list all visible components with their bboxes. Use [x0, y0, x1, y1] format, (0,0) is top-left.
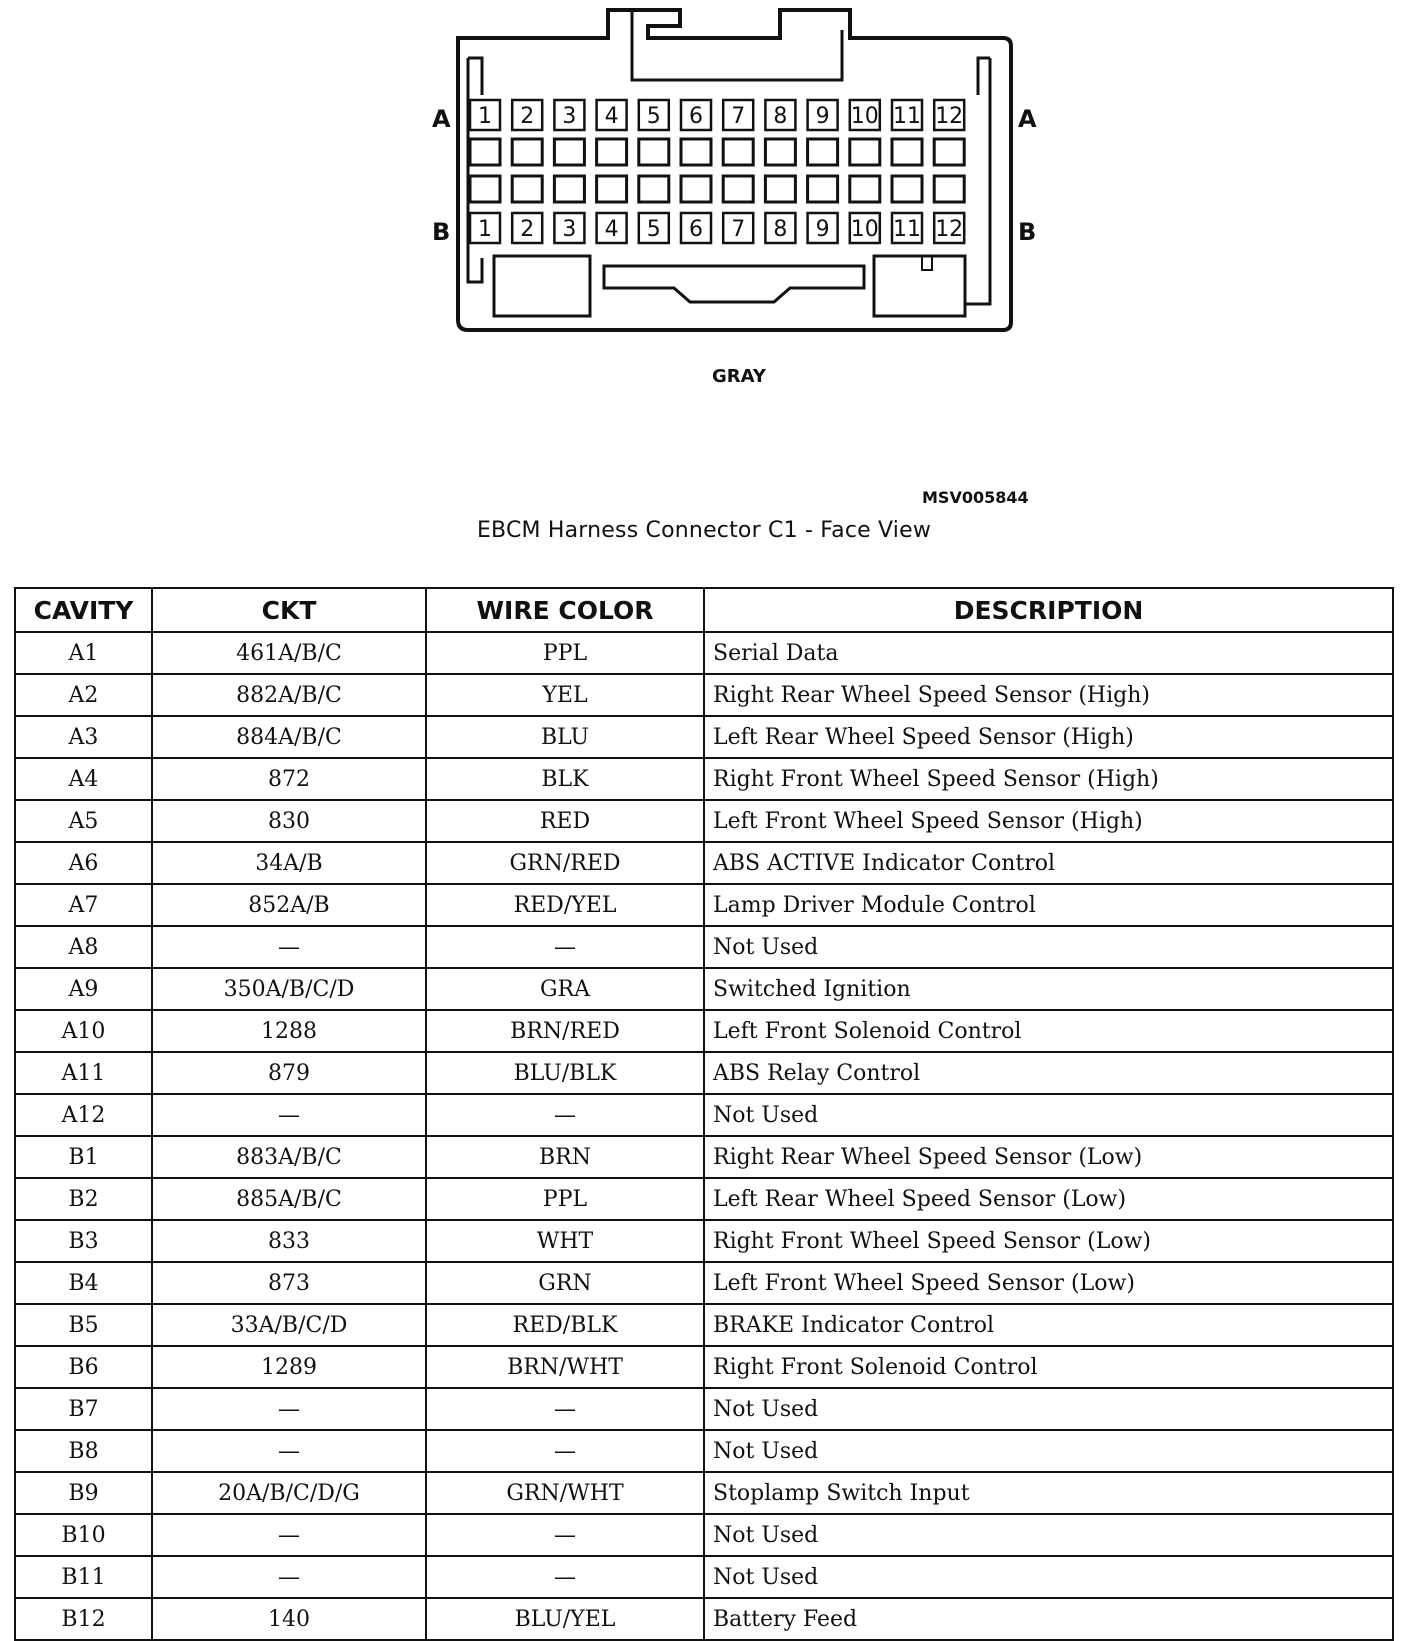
table-row [15, 1598, 1393, 1640]
pin-cavity-mid1-3 [554, 139, 584, 165]
pin-cavity-mid1-7 [723, 139, 753, 165]
pin-cavity-mid1-2 [512, 139, 542, 165]
pin-number-a-11: 11 [893, 104, 921, 129]
pin-number-a-8: 8 [773, 104, 788, 129]
pin-number-a-1: 1 [478, 104, 492, 129]
cell-wire-color: BLU/BLK [426, 1052, 704, 1094]
table-row [15, 1304, 1393, 1346]
cell-ckt: 879 [152, 1052, 426, 1094]
pin-cavity-mid2-5 [639, 176, 669, 202]
connector-diagram [0, 0, 1408, 510]
table-row [15, 842, 1393, 884]
header-description: DESCRIPTION [704, 588, 1393, 632]
pin-number-a-7: 7 [731, 104, 746, 129]
cell-wire-color: RED/BLK [426, 1304, 704, 1346]
pin-cavity-mid1-10 [850, 139, 880, 165]
pin-number-b-10: 10 [850, 217, 879, 242]
table-row [15, 1178, 1393, 1220]
row-b-left-label: B [432, 218, 451, 246]
cell-description: BRAKE Indicator Control [704, 1304, 1393, 1346]
pin-cavity-mid2-10 [850, 176, 880, 202]
cell-description: Battery Feed [704, 1598, 1393, 1640]
cell-ckt: 20A/B/C/D/G [152, 1472, 426, 1514]
connector-latch [494, 256, 965, 316]
pin-number-a-6: 6 [689, 104, 703, 129]
cell-cavity: B5 [15, 1304, 152, 1346]
cell-cavity: B3 [15, 1220, 152, 1262]
cell-cavity: A10 [15, 1010, 152, 1052]
cell-wire-color: — [426, 926, 704, 968]
cell-cavity: B2 [15, 1178, 152, 1220]
cell-ckt: — [152, 1556, 426, 1598]
table-row [15, 632, 1393, 674]
cell-cavity: B9 [15, 1472, 152, 1514]
pin-number-b-6: 6 [689, 217, 703, 242]
cell-description: Not Used [704, 1430, 1393, 1472]
cell-description: Left Front Wheel Speed Sensor (High) [704, 800, 1393, 842]
pin-number-b-7: 7 [731, 217, 746, 242]
cell-cavity: B8 [15, 1430, 152, 1472]
pin-number-a-4: 4 [604, 104, 619, 129]
cell-description: Lamp Driver Module Control [704, 884, 1393, 926]
table-row [15, 1472, 1393, 1514]
cell-ckt: — [152, 1388, 426, 1430]
cavity-table [14, 587, 1394, 1641]
cell-cavity: A12 [15, 1094, 152, 1136]
pin-number-b-8: 8 [773, 217, 788, 242]
cell-wire-color: BLU/YEL [426, 1598, 704, 1640]
cell-ckt: 884A/B/C [152, 716, 426, 758]
table-row [15, 1052, 1393, 1094]
cell-cavity: B11 [15, 1556, 152, 1598]
pin-cavity-mid1-12 [934, 139, 964, 165]
cell-ckt: 1289 [152, 1346, 426, 1388]
cell-description: Serial Data [704, 632, 1393, 674]
table-row [15, 1010, 1393, 1052]
pin-number-a-2: 2 [520, 104, 535, 129]
connector-inner-outline [468, 10, 990, 304]
cell-description: Not Used [704, 1094, 1393, 1136]
pin-cavity-mid1-6 [681, 139, 711, 165]
cell-description: Right Rear Wheel Speed Sensor (High) [704, 674, 1393, 716]
cell-ckt: — [152, 1430, 426, 1472]
pin-cavity-mid2-3 [554, 176, 584, 202]
cell-cavity: B6 [15, 1346, 152, 1388]
cell-wire-color: — [426, 1094, 704, 1136]
cell-cavity: B4 [15, 1262, 152, 1304]
cell-cavity: B1 [15, 1136, 152, 1178]
cell-description: Left Rear Wheel Speed Sensor (High) [704, 716, 1393, 758]
cell-cavity: A8 [15, 926, 152, 968]
cell-ckt: — [152, 1514, 426, 1556]
figure-id: MSV005844 [922, 488, 1029, 507]
pin-cavity-mid2-7 [723, 176, 753, 202]
cell-wire-color: BLK [426, 758, 704, 800]
pin-number-b-3: 3 [562, 217, 577, 242]
cell-description: Right Front Solenoid Control [704, 1346, 1393, 1388]
cell-wire-color: BLU [426, 716, 704, 758]
cell-description: Right Front Wheel Speed Sensor (High) [704, 758, 1393, 800]
cell-description: Left Rear Wheel Speed Sensor (Low) [704, 1178, 1393, 1220]
cell-ckt: 882A/B/C [152, 674, 426, 716]
cell-ckt: 461A/B/C [152, 632, 426, 674]
cell-wire-color: YEL [426, 674, 704, 716]
pin-number-b-1: 1 [478, 217, 492, 242]
table-row [15, 1094, 1393, 1136]
cell-ckt: — [152, 1094, 426, 1136]
table-row [15, 800, 1393, 842]
table-row [15, 1136, 1393, 1178]
cell-wire-color: BRN/RED [426, 1010, 704, 1052]
cell-description: Right Front Wheel Speed Sensor (Low) [704, 1220, 1393, 1262]
cell-wire-color: — [426, 1556, 704, 1598]
header-cavity: CAVITY [15, 588, 152, 632]
pin-number-b-4: 4 [604, 217, 619, 242]
pin-number-a-10: 10 [850, 104, 879, 129]
cell-cavity: A3 [15, 716, 152, 758]
cell-description: Stoplamp Switch Input [704, 1472, 1393, 1514]
cell-description: Left Front Wheel Speed Sensor (Low) [704, 1262, 1393, 1304]
pin-cavity-mid1-1 [470, 139, 500, 165]
cell-ckt: 140 [152, 1598, 426, 1640]
cell-wire-color: PPL [426, 632, 704, 674]
pin-cavity-mid1-9 [808, 139, 838, 165]
cell-ckt: 872 [152, 758, 426, 800]
cell-description: Not Used [704, 1388, 1393, 1430]
table-row [15, 1430, 1393, 1472]
cell-ckt: 830 [152, 800, 426, 842]
cell-description: Not Used [704, 1556, 1393, 1598]
cell-wire-color: — [426, 1388, 704, 1430]
table-row [15, 1388, 1393, 1430]
pin-number-a-12: 12 [935, 104, 964, 129]
pin-cavity-mid2-12 [934, 176, 964, 202]
cell-ckt: 34A/B [152, 842, 426, 884]
connector-color-label: GRAY [712, 366, 766, 387]
cell-description: Switched Ignition [704, 968, 1393, 1010]
pin-cavity-mid2-1 [470, 176, 500, 202]
table-row [15, 1556, 1393, 1598]
pin-cavity-mid2-9 [808, 176, 838, 202]
table-row [15, 674, 1393, 716]
cell-ckt: 852A/B [152, 884, 426, 926]
cell-wire-color: — [426, 1430, 704, 1472]
pin-number-b-5: 5 [646, 217, 661, 242]
pin-cavity-mid1-5 [639, 139, 669, 165]
cell-cavity: A6 [15, 842, 152, 884]
pin-number-b-12: 12 [935, 217, 964, 242]
pin-cavity-mid2-4 [597, 176, 627, 202]
table-row [15, 1220, 1393, 1262]
pin-cavity-mid2-6 [681, 176, 711, 202]
cell-wire-color: BRN/WHT [426, 1346, 704, 1388]
cell-cavity: A5 [15, 800, 152, 842]
pin-number-b-11: 11 [893, 217, 921, 242]
table-row [15, 1262, 1393, 1304]
cell-wire-color: RED/YEL [426, 884, 704, 926]
pin-number-b-2: 2 [520, 217, 535, 242]
cell-wire-color: GRN/RED [426, 842, 704, 884]
cell-cavity: A9 [15, 968, 152, 1010]
pin-grid [470, 100, 964, 243]
pin-cavity-mid1-8 [765, 139, 795, 165]
pin-number-b-9: 9 [815, 217, 830, 242]
cell-wire-color: RED [426, 800, 704, 842]
cell-description: Left Front Solenoid Control [704, 1010, 1393, 1052]
pin-cavity-mid1-11 [892, 139, 922, 165]
cell-ckt: 873 [152, 1262, 426, 1304]
cell-ckt: 1288 [152, 1010, 426, 1052]
pin-cavity-mid1-4 [597, 139, 627, 165]
cell-description: Not Used [704, 1514, 1393, 1556]
cell-wire-color: GRA [426, 968, 704, 1010]
pin-number-a-5: 5 [646, 104, 661, 129]
latch-notch [922, 256, 932, 270]
pin-number-a-3: 3 [562, 104, 577, 129]
table-row [15, 758, 1393, 800]
cell-ckt: — [152, 926, 426, 968]
table-row [15, 968, 1393, 1010]
pin-cavity-mid2-8 [765, 176, 795, 202]
table-row [15, 926, 1393, 968]
connector-outline [458, 10, 1011, 330]
cell-cavity: B10 [15, 1514, 152, 1556]
figure-caption: EBCM Harness Connector C1 - Face View [476, 518, 932, 543]
table-row [15, 1346, 1393, 1388]
table-header-row [15, 588, 1393, 632]
cell-cavity: A2 [15, 674, 152, 716]
pin-cavity-mid2-11 [892, 176, 922, 202]
cell-wire-color: GRN [426, 1262, 704, 1304]
cell-cavity: A4 [15, 758, 152, 800]
cell-ckt: 883A/B/C [152, 1136, 426, 1178]
cell-cavity: A1 [15, 632, 152, 674]
cell-wire-color: PPL [426, 1178, 704, 1220]
cell-ckt: 833 [152, 1220, 426, 1262]
table-row [15, 716, 1393, 758]
cell-cavity: B7 [15, 1388, 152, 1430]
cell-ckt: 350A/B/C/D [152, 968, 426, 1010]
pin-number-a-9: 9 [815, 104, 830, 129]
pin-cavity-mid2-2 [512, 176, 542, 202]
cell-cavity: B12 [15, 1598, 152, 1640]
cell-description: Not Used [704, 926, 1393, 968]
cell-ckt: 885A/B/C [152, 1178, 426, 1220]
table-row [15, 884, 1393, 926]
table-row [15, 1514, 1393, 1556]
row-b-right-label: B [1018, 218, 1037, 246]
cell-description: Right Rear Wheel Speed Sensor (Low) [704, 1136, 1393, 1178]
cell-wire-color: GRN/WHT [426, 1472, 704, 1514]
row-a-right-label: A [1018, 105, 1037, 133]
cell-wire-color: WHT [426, 1220, 704, 1262]
header-ckt: CKT [152, 588, 426, 632]
cell-description: ABS Relay Control [704, 1052, 1393, 1094]
cell-cavity: A11 [15, 1052, 152, 1094]
cell-description: ABS ACTIVE Indicator Control [704, 842, 1393, 884]
cell-cavity: A7 [15, 884, 152, 926]
cell-ckt: 33A/B/C/D [152, 1304, 426, 1346]
cell-wire-color: BRN [426, 1136, 704, 1178]
row-a-left-label: A [432, 105, 451, 133]
cell-wire-color: — [426, 1514, 704, 1556]
header-wire-color: WIRE COLOR [426, 588, 704, 632]
